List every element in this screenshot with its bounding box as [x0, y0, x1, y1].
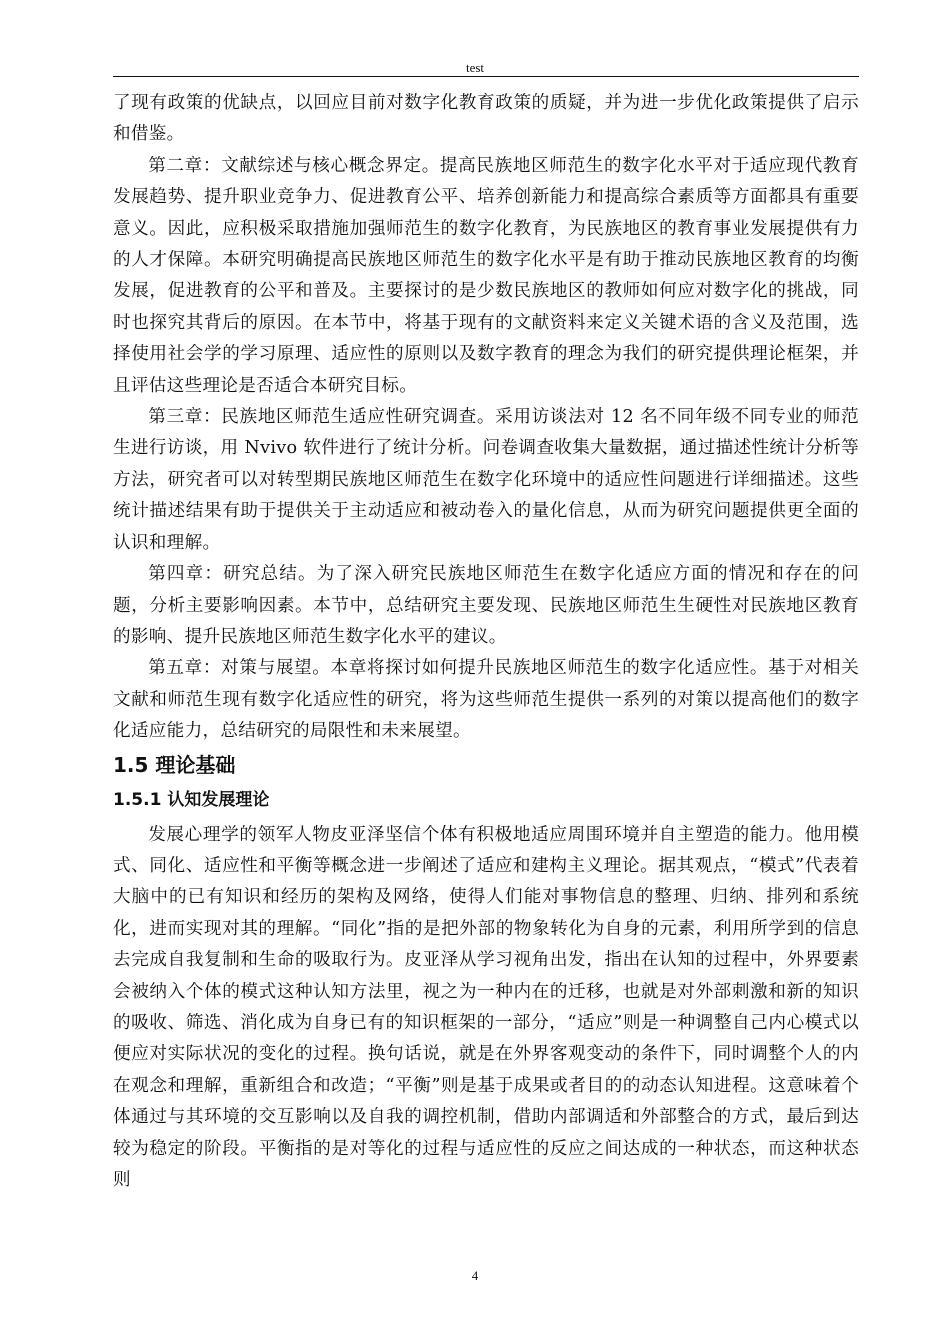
page-number: 4 — [471, 1268, 479, 1283]
paragraph-continuation: 了现有政策的优缺点，以回应目前对数字化教育政策的质疑，并为进一步优化政策提供了启示和借鉴。 — [113, 93, 859, 145]
paragraph-chapter-4: 第四章：研究总结。为了深入研究民族地区师范生在数字化适应方面的情况和存在的问题，分析主要影响因素。本节中，总结研究主要发现、民族地区师范生生硬性对民族地区教育的影响、提升民族地区师范生数字化水平的建议。 — [113, 564, 859, 647]
header-rule — [113, 76, 859, 77]
section-heading: 1.5 理论基础 — [113, 752, 236, 777]
paragraph-cognitive-theory: 发展心理学的领军人物皮亚泽坚信个体有积极地适应周围环境并自主塑造的能力。他用模式、同化、适应性和平衡等概念进一步阐述了适应和建构主义理论。据其观点，“模式”代表着大脑中的已有知识和经历的架构及网络，使得人们能对事物信息的整理、归纳、排列和系统化，进而实现对其的理解。“同化”指的是把外部的物象转化为自身的元素，利用所学到的信息去完成自我复制和生命的吸取行为。皮亚泽从学习视角出发，指出在认知的过程中，外界要素会被纳入个体的模式这种认知方法里，视之为一种内在的迁移，也就是对外部刺激和新的知识的吸收、筛选、消化成为自身已有的知识框架的一部分，“适应”则是一种调整自己内心模式以便应对实际状况的变化的过程。换句话说，就是在外界客观变动的条件下，同时调整个人的内在观念和理解，重新组合和改造；“平衡”则是基于成果或者目的的动态认知进程。这意味着个体通过与其环境的交互影响以及自我的调控机制，借助内部调适和外部整合的方式，最后到达较为稳定的阶段。平衡指的是对等化的过程与适应性的反应之间达成的一种状态，而这种状态则 — [113, 824, 859, 1190]
paragraph-chapter-5: 第五章：对策与展望。本章将探讨如何提升民族地区师范生的数字化适应性。基于对相关文献和师范生现有数字化适应性的研究，将为这些师范生提供一系列的对策以提高他们的数字化适应能力，总结研究的局限性和未来展望。 — [113, 658, 859, 742]
subsection-heading: 1.5.1 认知发展理论 — [113, 789, 270, 810]
page-body — [113, 88, 859, 1196]
paragraph-chapter-3: 第三章：民族地区师范生适应性研究调查。采用访谈法对 12 名不同年级不同专业的师范生进行访谈，用 Nvivo 软件进行了统计分析。问卷调查收集大量数据，通过描述性统计分析等方法，研究者可以对转型期民族地区师范生在数字化环境中的适应性问题进行详细描述。这些统计描述结果有助于提供关于主动适应和被动卷入的量化信息，从而为研究问题提供更全面的认识和理解。 — [113, 407, 859, 553]
paragraph-chapter-2: 第二章：文献综述与核心概念界定。提高民族地区师范生的数字化水平对于适应现代教育发展趋势、提升职业竞争力、促进教育公平、培养创新能力和提高综合素质等方面都具有重要意义。因此，应积极采取措施加强师范生的数字化教育，为民族地区的教育事业发展提供有力的人才保障。本研究明确提高民族地区师范生的数字化水平是有助于推动民族地区教育的均衡发展，促进教育的公平和普及。主要探讨的是少数民族地区的教师如何应对数字化的挑战，同时也探究其背后的原因。在本节中，将基于现有的文献资料来定义关键术语的含义及范围，选择使用社会学的学习原理、适应性的原则以及数字教育的理念为我们的研究提供理论框架，并且评估这些理论是否适合本研究目标。 — [113, 155, 859, 396]
running-header: test — [465, 60, 485, 75]
